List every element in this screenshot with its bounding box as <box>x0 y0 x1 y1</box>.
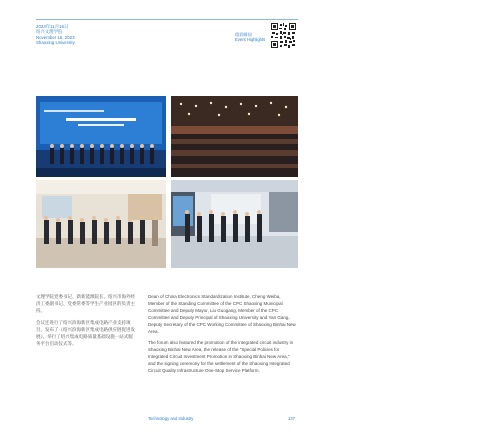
section-label-en: Event Highlights <box>235 37 266 43</box>
section-label-cn: 精彩瞬间 <box>235 32 252 37</box>
document-page <box>36 10 298 430</box>
section-label <box>235 32 265 42</box>
en-paragraph-2: The forum also featured the promotion of the integrated circuit industry in Shaoxing Binhai New Area, the release of the "Special Policies for Integrated Circuit Investment Promotion in Shaoxing Binhai New Area," and the signing ceremony for the settlement of the Shaoxing Integrated Circuit Quality Infrastructure One-Stop Service Platform. <box>148 340 294 373</box>
page-number: 137 <box>288 416 295 421</box>
photo-stage-ceremony <box>36 96 166 177</box>
footer-section-title: Technology and Industry <box>148 416 194 421</box>
campus-en: Shaoxing University <box>36 40 75 46</box>
chinese-body-text <box>36 293 136 352</box>
header-rule <box>36 19 298 20</box>
cn-paragraph-1: 文理学院党委书记、新新能源院长、绍兴市海外经济工委副书记、党委常委等学生产业园区的负责主持。 <box>36 294 135 313</box>
qr-code <box>271 23 296 48</box>
date-cn: 2023年11月16日 <box>36 24 69 29</box>
en-paragraph-1: Dean of China Electronics Standardization Institute, Cheng Weiba, Member of the Standing Committee of the CPC Shaoxing Municipal Committee and Deputy Mayor, Liu Guogang, Member of the CPC Committee and Deputy Principal of Shaoxing University and Yan Gang, Deputy Secretary of the CPC Working Committee of Shaoxing Binhai New Area. <box>148 294 296 334</box>
date-en: November 16, 2023 <box>36 34 75 40</box>
photo-lab-tour <box>171 180 298 268</box>
cn-paragraph-2: 会议还进行了绍兴滨海新区集成电路产业支持项目、发布了《绍兴滨海新区集成电路供应链促进发展》，举行了绍兴集成电路质量基础设施一站式服务平台启动仪式等。 <box>36 320 135 346</box>
english-body-text <box>148 293 296 378</box>
photo-auditorium-audience <box>171 96 298 177</box>
campus-cn: 绍兴文理学院 <box>36 29 63 35</box>
photo-group-visit <box>36 180 166 268</box>
header-date-block <box>36 24 75 46</box>
